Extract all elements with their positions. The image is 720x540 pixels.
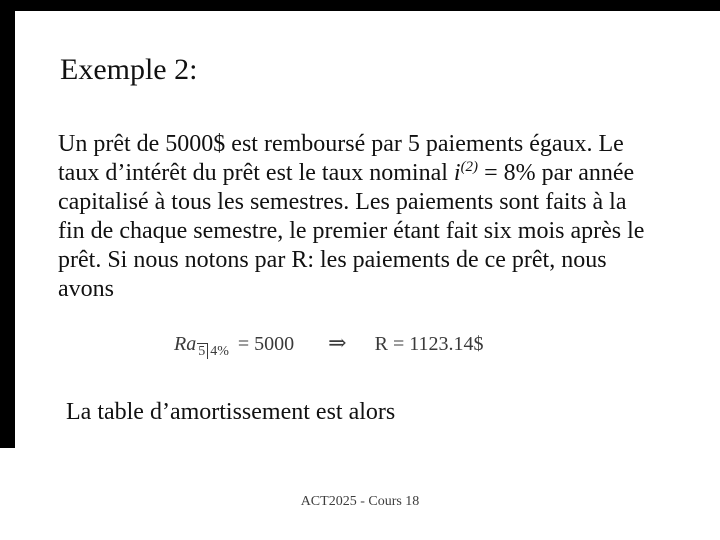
body-line-2 [58, 159, 644, 188]
body-line-4: fin de chaque semestre, le premier étant fait six mois après le [58, 218, 645, 244]
annuity-term: 5 [197, 343, 208, 359]
formula-lhs-value: = 5000 [237, 333, 295, 355]
amortization-caption: La table d’amortissement est alors [66, 399, 396, 425]
implies-arrow-icon: ⇒ [328, 330, 347, 355]
body-line-6: avons [58, 276, 114, 302]
body-line-5: prêt. Si nous notons par R: les paiements de ce prêt, nous [58, 247, 607, 273]
formula-result: R = 1123.14$ [374, 333, 484, 355]
formula [174, 330, 484, 360]
annuity-subscript [197, 339, 229, 365]
letterbox-top-bar [0, 0, 720, 11]
body-paragraph [58, 130, 644, 304]
body-line-3: capitalisé à tous les semestres. Les paiements sont faits à la [58, 189, 627, 215]
nominal-rate-superscript: (2) [460, 159, 479, 175]
body-line-2-text: taux d’intérêt du prêt est le taux nominal [58, 160, 454, 186]
slide-footer: ACT2025 - Cours 18 [300, 494, 420, 509]
body-line-1: Un prêt de 5000$ est remboursé par 5 paiements égaux. Le [58, 131, 624, 157]
annuity-symbol: Ra [174, 333, 197, 355]
nominal-rate-variable: i [453, 160, 461, 186]
slide-title: Exemple 2: [60, 53, 198, 86]
letterbox-left-bar [0, 0, 15, 448]
body-line-2-tail: = 8% par année [478, 160, 635, 186]
annuity-rate: 4% [210, 344, 229, 359]
